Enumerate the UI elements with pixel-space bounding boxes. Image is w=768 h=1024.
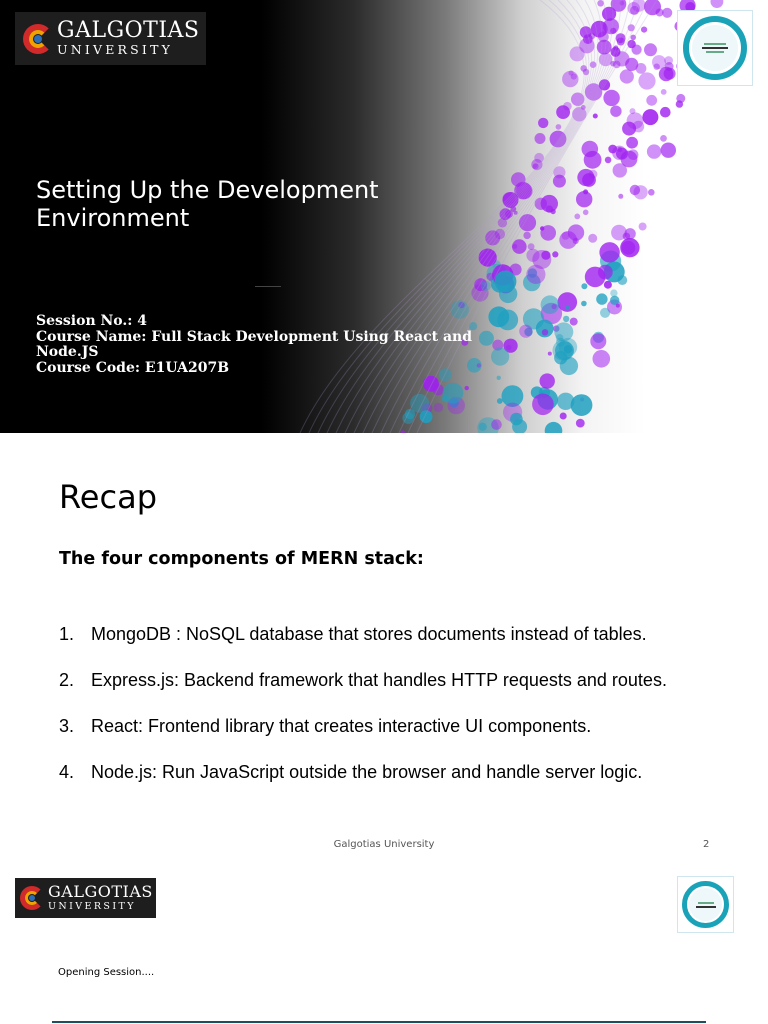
bubble — [519, 325, 532, 338]
bubble — [630, 108, 636, 114]
bubble — [664, 56, 673, 65]
bubble — [526, 265, 545, 284]
bubble — [711, 0, 724, 8]
bubble — [596, 293, 607, 304]
bubble — [560, 413, 567, 420]
bubble — [582, 141, 599, 158]
bubble — [577, 169, 594, 186]
recap-title: Recap — [59, 478, 157, 516]
list-number: 4. — [59, 762, 75, 782]
logo-name: GALGOTIAS — [48, 882, 153, 902]
bubble — [648, 189, 655, 196]
bubble — [639, 223, 647, 231]
bubble — [660, 135, 667, 142]
bubble — [610, 106, 621, 117]
bubble — [632, 45, 642, 55]
bubble — [641, 27, 647, 33]
bubble — [576, 419, 585, 428]
bubble — [593, 114, 598, 119]
bottom-divider — [52, 1021, 706, 1023]
list-number: 2. — [59, 670, 75, 690]
list-item — [59, 760, 739, 806]
list-text: Express.js: Backend framework that handles HTTP requests and routes. — [91, 670, 667, 690]
bubble — [618, 194, 623, 199]
bubble — [553, 340, 574, 361]
bubble — [583, 210, 589, 216]
course-meta — [36, 314, 496, 376]
bubble — [644, 43, 657, 56]
mern-list — [59, 622, 739, 806]
gscale-badge-icon — [677, 10, 753, 86]
bubble — [443, 383, 464, 404]
bubble — [626, 137, 638, 149]
bubble — [563, 316, 569, 322]
list-number: 1. — [59, 624, 75, 644]
bubble — [497, 398, 503, 404]
bubble — [434, 403, 443, 412]
bubble — [532, 394, 554, 416]
bubble — [540, 373, 555, 388]
bubble — [605, 157, 612, 164]
bubble — [646, 95, 657, 106]
bubble — [548, 352, 552, 356]
bubble — [552, 251, 558, 257]
logo-name: GALGOTIAS — [57, 18, 200, 44]
list-number: 3. — [59, 716, 75, 736]
slide-footer: Galgotias University — [333, 839, 435, 850]
opening-session-text: Opening Session.... — [58, 967, 155, 978]
bubble — [660, 107, 671, 118]
logo-emblem-icon — [23, 24, 53, 54]
bubble — [642, 109, 658, 125]
bubble — [420, 410, 433, 423]
logo-subtitle: UNIVERSITY — [57, 42, 174, 58]
bubble — [553, 175, 566, 188]
bubble — [590, 333, 606, 349]
bubble — [576, 191, 592, 207]
bubble — [565, 305, 570, 310]
bubble — [574, 214, 580, 220]
bubble — [538, 118, 548, 128]
bubble — [620, 69, 634, 83]
bubble — [571, 394, 593, 416]
session-number: Session No.: 4 — [36, 313, 148, 329]
bubble — [599, 242, 619, 262]
university-logo — [15, 12, 206, 65]
bubble — [610, 289, 617, 296]
bubble — [528, 243, 535, 250]
recap-slide — [0, 433, 768, 858]
bubble — [545, 422, 563, 433]
divider — [255, 286, 281, 287]
bubble — [562, 71, 578, 87]
bubble — [495, 271, 517, 293]
bubble — [581, 301, 587, 307]
bubble — [600, 308, 610, 318]
bubble — [604, 281, 612, 289]
list-item — [59, 668, 739, 714]
bubble — [497, 376, 501, 380]
recap-subtitle: The four components of MERN stack: — [59, 549, 424, 569]
bubble — [612, 146, 626, 160]
bubble — [541, 295, 560, 314]
bubble — [570, 318, 578, 326]
list-item — [59, 714, 739, 760]
bubble — [423, 376, 439, 392]
bubble — [623, 233, 630, 240]
bubble — [465, 386, 469, 390]
bubble — [491, 419, 502, 430]
bubble — [662, 8, 672, 18]
bubble — [554, 322, 573, 341]
university-logo-small — [15, 878, 156, 918]
bubble — [556, 124, 562, 130]
bubble — [620, 1, 625, 6]
bubble — [590, 61, 597, 68]
gscale-badge-icon — [677, 876, 734, 933]
course-name: Course Name: Full Stack Development Using React and Node.JS — [36, 328, 473, 360]
bubble — [535, 133, 546, 144]
bubble — [603, 90, 619, 106]
list-text: React: Frontend library that creates interactive UI components. — [91, 716, 592, 736]
bubble — [542, 329, 548, 335]
bubble — [638, 72, 655, 89]
bubble — [556, 105, 570, 119]
bubble — [647, 144, 661, 158]
bubble — [661, 89, 667, 95]
list-item — [59, 622, 739, 668]
bubble — [661, 143, 676, 158]
bubble — [552, 304, 557, 309]
bubble — [634, 185, 648, 199]
bubble — [614, 51, 629, 66]
bubble — [540, 225, 556, 241]
bubble — [541, 195, 558, 212]
bubble — [610, 296, 619, 305]
bubble — [633, 121, 645, 133]
bubble — [676, 94, 685, 103]
bubble — [581, 283, 587, 289]
bubble — [523, 232, 530, 239]
bubble — [659, 67, 674, 82]
bubble — [526, 249, 539, 262]
list-text: Node.js: Run JavaScript outside the browser and handle server logic. — [91, 762, 643, 782]
list-text: MongoDB : NoSQL database that stores documents instead of tables. — [91, 624, 647, 644]
bubble — [593, 350, 611, 368]
bubble — [652, 55, 666, 69]
logo-emblem-icon — [20, 886, 44, 910]
bubble — [568, 224, 584, 240]
bubble — [616, 304, 620, 308]
logo-subtitle: UNIVERSITY — [48, 901, 136, 913]
bubble — [585, 267, 606, 288]
bubble — [622, 241, 636, 255]
bubble — [588, 234, 597, 243]
page-number: 2 — [703, 839, 710, 850]
title-slide — [0, 0, 768, 433]
course-code: Course Code: E1UA207B — [36, 359, 230, 376]
slide-title: Setting Up the Development Environment — [36, 176, 379, 232]
